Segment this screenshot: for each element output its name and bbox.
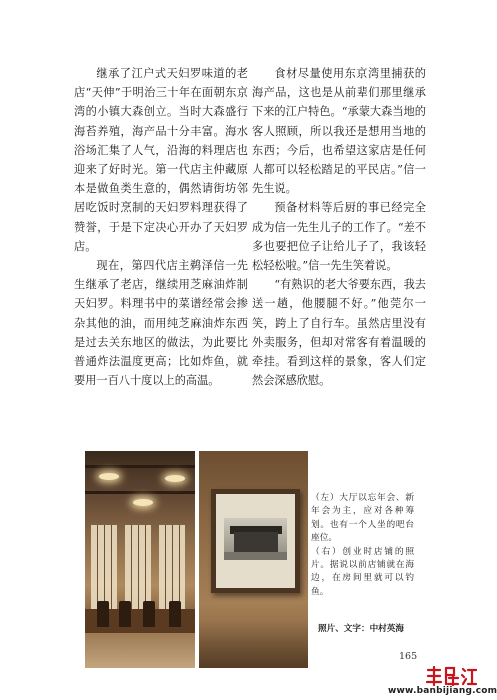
page-number: 165 <box>399 651 418 662</box>
chair <box>169 601 181 627</box>
chair <box>97 601 109 627</box>
framed-old-shop-photo <box>199 451 308 668</box>
hall-interior-photo <box>85 451 195 668</box>
picture-frame <box>211 489 300 593</box>
ceiling-beam <box>85 465 195 468</box>
chair <box>143 601 155 627</box>
site-logo <box>425 665 477 687</box>
caption-left: （左）大厅以忘年会、新年会为主，应对各种筹划。也有一个人坐的吧台座位。 <box>311 493 414 544</box>
chair <box>119 601 131 627</box>
article-paragraph: 预备材料等后厨的事已经完全成为信一先生儿子的工作了。“差不多也要把位子让给儿子了，我该轻松轻松啦。”信一先生笑着说。 <box>252 201 426 273</box>
floor <box>85 633 195 668</box>
article-paragraph: 现在，第四代店主鹈泽信一先生继承了老店，继续用芝麻油炸制天妇罗。料理书中的菜谱经常会掺杂其他的油，而用纯芝麻油炸东西是过去关东地区的做法，为此要比普通炸法温度更高；比如炸鱼，就要用一百八十度以上的高温。 <box>74 259 248 388</box>
article-paragraph: 食材尽量使用东京湾里捕获的海产品，这也是从前辈们那里继承下来的江户特色。“承蒙大森当地的客人照顾，所以我还是想用当地的东西；今后，也希望这家店是任何人都可以轻松踏足的平民店。”信一先生说。 <box>252 67 426 196</box>
shoji-screen <box>91 525 117 609</box>
shoji-screen <box>159 525 185 609</box>
ceiling-lamp <box>133 499 153 506</box>
article-paragraph: “有熟识的老大爷要东西，我去送一趟，他腰腿不好。”他莞尔一笑，跨上了自行车。虽然店里没有外卖服务，但却对常客有着温暖的牵挂。看到这样的景象，客人们定然会深感欣慰。 <box>252 278 426 388</box>
photo-caption <box>311 492 414 599</box>
wall-shadow <box>199 621 308 668</box>
article-right-column <box>252 64 426 390</box>
site-url: www.banbijiang.com <box>388 686 497 696</box>
photo-credit: 照片、文字：中村英海 <box>318 624 404 634</box>
storefront-building <box>234 532 278 554</box>
picture-mat <box>216 494 295 588</box>
article-paragraph: 继承了江户式天妇罗味道的老店“天伸”于明治三十年在面朝东京湾的小镇大森创立。当时大森盛行海苔养殖，海产品十分丰富。海水浴场汇集了人气，沿海的料理店也迎来了好时光。第一代店主仲藏原本是做鱼类生意的，偶然请街坊邻居吃饭时烹制的天妇罗料理获得了赞誉，于是下定决心开办了天妇罗店。 <box>74 67 248 253</box>
caption-right: （右）创业时店铺的照片。据说以前店铺就在海边，在房间里就可以钓鱼。 <box>311 546 414 597</box>
old-storefront-picture <box>224 518 287 560</box>
ceiling-lamp <box>99 473 119 480</box>
article-left-column <box>74 64 248 390</box>
shore-ground <box>224 552 287 560</box>
shoji-screen <box>125 525 151 609</box>
ceiling-lamp <box>165 475 185 482</box>
ceiling-beam <box>85 491 195 494</box>
